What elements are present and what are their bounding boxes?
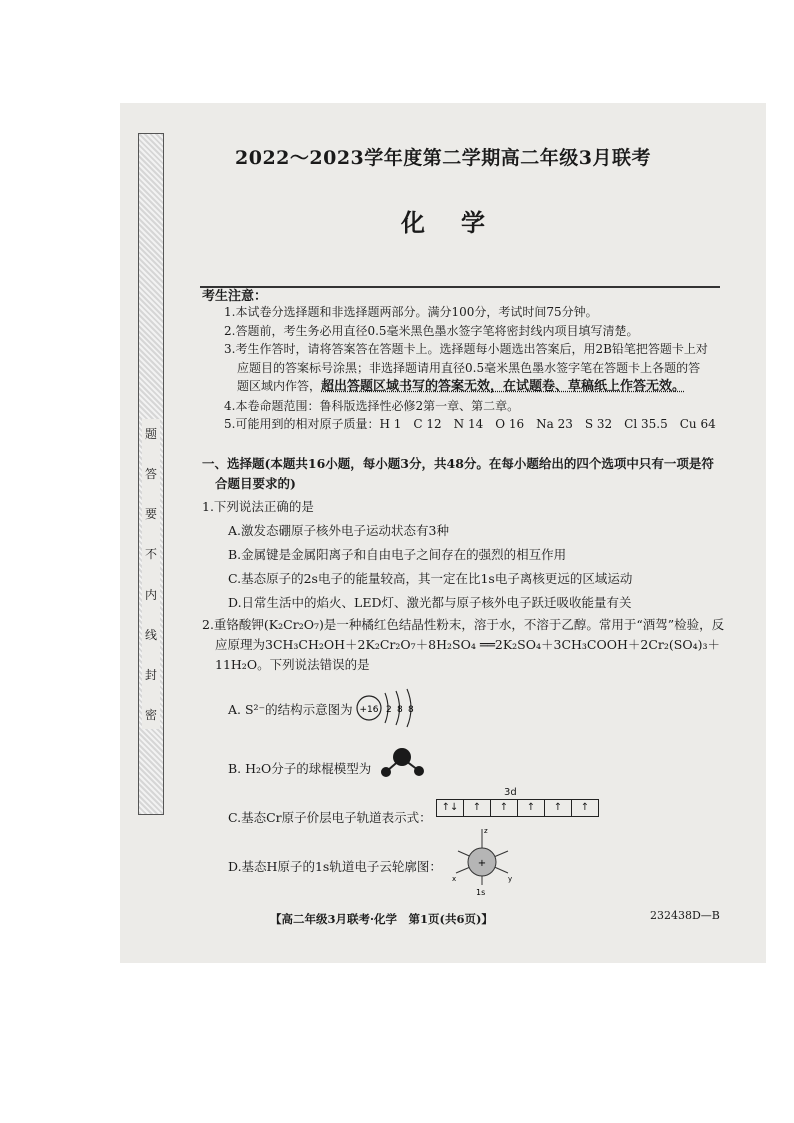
header-divider <box>200 286 720 288</box>
nucleus-charge: +16 <box>359 705 379 715</box>
subject-title: 化学 <box>401 208 521 237</box>
exam-paper <box>120 103 766 963</box>
exam-title: 2022～2023学年度第二学期高二年级3月联考 <box>235 147 651 169</box>
notice-item: 3.考生作答时，请将答案答在答题卡上。选择题每小题选出答案后，用2B铅笔把答题卡上对 <box>224 342 708 356</box>
q1-option-a: A.激发态硼原子核外电子运动状态有3种 <box>228 523 449 538</box>
hydrogen-1s-orbital-diagram <box>450 825 520 899</box>
orbital-box: ↑ <box>545 800 572 816</box>
section-heading <box>202 454 732 494</box>
axis-label-z: z <box>484 827 488 835</box>
q2-option-c: C.基态Cr原子价层电子轨道表示式： <box>228 810 432 825</box>
seal-char: 题 <box>144 427 157 441</box>
notice-heading: 考生注意： <box>202 289 268 304</box>
seal-char: 答 <box>144 467 157 482</box>
question-2-stem <box>202 615 742 675</box>
orbital-box: ↑ <box>518 800 545 816</box>
question-1-stem: 1.下列说法正确的是 <box>202 499 314 514</box>
orbital-label-3d: 3d <box>504 787 517 798</box>
orbital-1s-label: 1s <box>476 888 486 897</box>
notice-item: 5.可能用到的相对原子质量：H 1 C 12 N 14 O 16 Na 23 S 32 Cl 35.5 Cu 64 <box>224 417 716 431</box>
q2-option-a: A. S²⁻的结构示意图为 <box>228 702 353 717</box>
orbital-box: ↑ <box>580 802 590 813</box>
notice-item: 1.本试卷分选择题和非选择题两部分。满分100分，考试时间75分钟。 <box>224 305 598 319</box>
shell-count: 8 <box>408 705 414 715</box>
seal-char: 封 <box>144 667 157 682</box>
page-footer: 【高二年级3月联考·化学 第1页(共6页)】 <box>270 912 493 926</box>
seal-char: 内 <box>144 587 157 602</box>
section-line: 一、选择题(本题共16小题，每小题3分，共48分。在每小题给出的四个选项中只有一项是符 <box>202 456 714 471</box>
oxygen-atom <box>393 748 411 766</box>
q2-option-d: D.基态H原子的1s轨道电子云轮廓图： <box>228 859 442 874</box>
seal-char: 要 <box>144 507 157 522</box>
orbital-box: ↑ <box>464 800 491 816</box>
notice-item: 2.答题前，考生务必用直径0.5毫米黑色墨水签字笔将密封线内项目填写清楚。 <box>224 323 639 338</box>
q1-option-d: D.日常生活中的焰火、LED灯、激光都与原子核外电子跃迁吸收能量有关 <box>228 595 632 610</box>
seal-char: 不 <box>144 547 157 562</box>
notice-text: 题区域内作答， <box>237 379 322 393</box>
axis-label-y: y <box>508 875 513 883</box>
water-ball-stick-model <box>374 743 434 783</box>
axis-label-x: x <box>452 875 457 883</box>
section-line: 合题目要求的) <box>215 476 296 491</box>
q2-line: 2.重铬酸钾(K₂Cr₂O₇)是一种橘红色结晶性粉末，溶于水，不溶于乙醇。常用于“酒驾”检验，反 <box>202 617 725 632</box>
orbital-sign: + <box>477 858 487 869</box>
orbital-box: ↑↓ <box>437 800 464 816</box>
q2-line: 应原理为3CH₃CH₂OH＋2K₂Cr₂O₇＋8H₂SO₄ ══2K₂SO₄＋3CH₃COOH＋2Cr₂(SO₄)₃＋ <box>215 637 720 652</box>
notice-item: 4.本卷命题范围：鲁科版选择性必修2第一章、第二章。 <box>224 398 520 413</box>
hydrogen-atom <box>381 767 391 777</box>
cr-orbital-diagram <box>436 799 599 817</box>
q1-option-c: C.基态原子的2s电子的能量较高，其一定在比1s电子离核更远的区域运动 <box>228 571 633 586</box>
notice-item <box>224 377 724 397</box>
q2-line: 11H₂O。下列说法错误的是 <box>215 657 370 672</box>
orbital-box: ↑ <box>491 800 518 816</box>
shell-count: 8 <box>397 705 403 715</box>
hydrogen-atom <box>414 766 424 776</box>
seal-line-text <box>142 419 160 729</box>
paper-code: 232438D—B <box>650 909 720 922</box>
notice-item: 应题目的答案标号涂黑；非选择题请用直径0.5毫米黑色墨水签字笔在答题卡上各题的答 <box>237 360 701 375</box>
notice-emphasis: 超出答题区域书写的答案无效，在试题卷、草稿纸上作答无效。 <box>321 379 686 394</box>
q1-option-b: B.金属键是金属阳离子和自由电子之间存在的强烈的相互作用 <box>228 547 567 562</box>
shell-count: 2 <box>386 705 392 715</box>
notice-list <box>224 303 724 434</box>
q2-option-b: B. H₂O分子的球棍模型为 <box>228 761 372 776</box>
seal-char: 线 <box>144 627 157 642</box>
sulfide-ion-structure-diagram <box>353 681 423 731</box>
seal-char: 密 <box>144 707 157 722</box>
